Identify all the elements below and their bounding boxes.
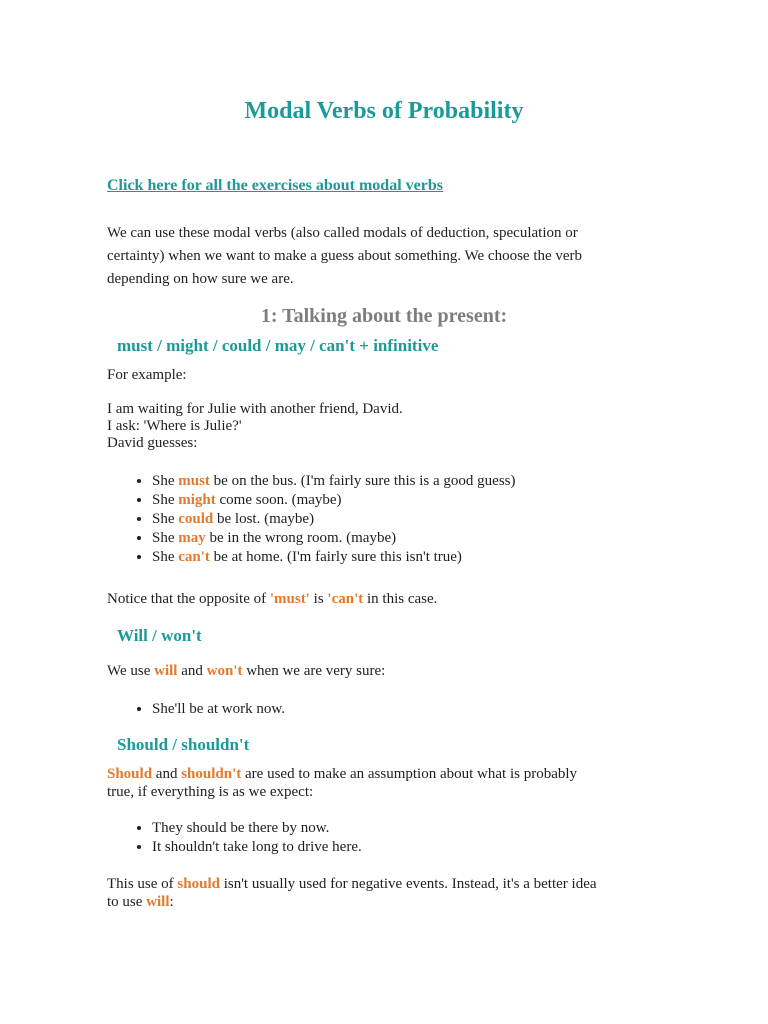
modal-keyword: could xyxy=(178,511,214,527)
intro-paragraph xyxy=(107,222,667,291)
list-item: • She may be in the wrong room. (maybe) xyxy=(152,529,516,548)
will-list xyxy=(130,700,285,719)
list-item: • She'll be at work now. xyxy=(152,700,285,719)
intro-line: certainty) when we want to make a guess about something. We choose the verb xyxy=(107,248,583,264)
modal-keyword: 'must' xyxy=(269,591,310,607)
modal-keyword: must xyxy=(178,473,210,489)
story-line: I ask: 'Where is Julie?' xyxy=(107,418,242,434)
for-example-label: For example: xyxy=(107,367,187,383)
story-line: I am waiting for Julie with another friend, David. xyxy=(107,401,403,417)
exercises-link[interactable]: Click here for all the exercises about modal verbs xyxy=(107,177,443,194)
subheading-will: Will / won't xyxy=(117,626,202,645)
modal-keyword: should xyxy=(177,876,220,892)
will-paragraph: We use will and won't when we are very sure: xyxy=(107,663,386,679)
modal-keyword: won't xyxy=(206,663,243,679)
modal-keyword: may xyxy=(178,530,206,546)
guess-list xyxy=(130,472,516,567)
modal-keyword: shouldn't xyxy=(181,766,242,782)
should-paragraph: Should and shouldn't are used to make an assumption about what is probably true, if everything is as we expect: xyxy=(107,766,578,800)
intro-line: We can use these modal verbs (also called modals of deduction, speculation or xyxy=(107,225,578,241)
list-item: • They should be there by now. xyxy=(152,819,362,838)
story-line: David guesses: xyxy=(107,435,198,451)
subheading-should: Should / shouldn't xyxy=(117,735,250,754)
modal-keyword: Should xyxy=(107,766,153,782)
modal-keyword: 'can't xyxy=(327,591,364,607)
list-item: • She could be lost. (maybe) xyxy=(152,510,516,529)
page-title: Modal Verbs of Probability xyxy=(244,98,524,124)
list-item: • She must be on the bus. (I'm fairly sure this is a good guess) xyxy=(152,472,516,491)
list-item: • It shouldn't take long to drive here. xyxy=(152,838,362,857)
list-item: • She can't be at home. (I'm fairly sure this isn't true) xyxy=(152,548,516,567)
section-heading-present: 1: Talking about the present: xyxy=(260,305,508,327)
modal-keyword: might xyxy=(178,492,216,508)
story-block xyxy=(107,401,403,452)
list-item: • She might come soon. (maybe) xyxy=(152,491,516,510)
notice-paragraph: Notice that the opposite of 'must' is 'can't in this case. xyxy=(107,591,438,607)
intro-line: depending on how sure we are. xyxy=(107,271,294,287)
modal-keyword: can't xyxy=(178,549,210,565)
should-list xyxy=(130,819,362,857)
modal-keyword: will xyxy=(154,663,178,679)
subheading-modals: must / might / could / may / can't + infinitive xyxy=(117,336,439,355)
closing-paragraph: This use of should isn't usually used for negative events. Instead, it's a better idea to use will: xyxy=(107,876,597,910)
modal-keyword: will xyxy=(146,894,170,910)
